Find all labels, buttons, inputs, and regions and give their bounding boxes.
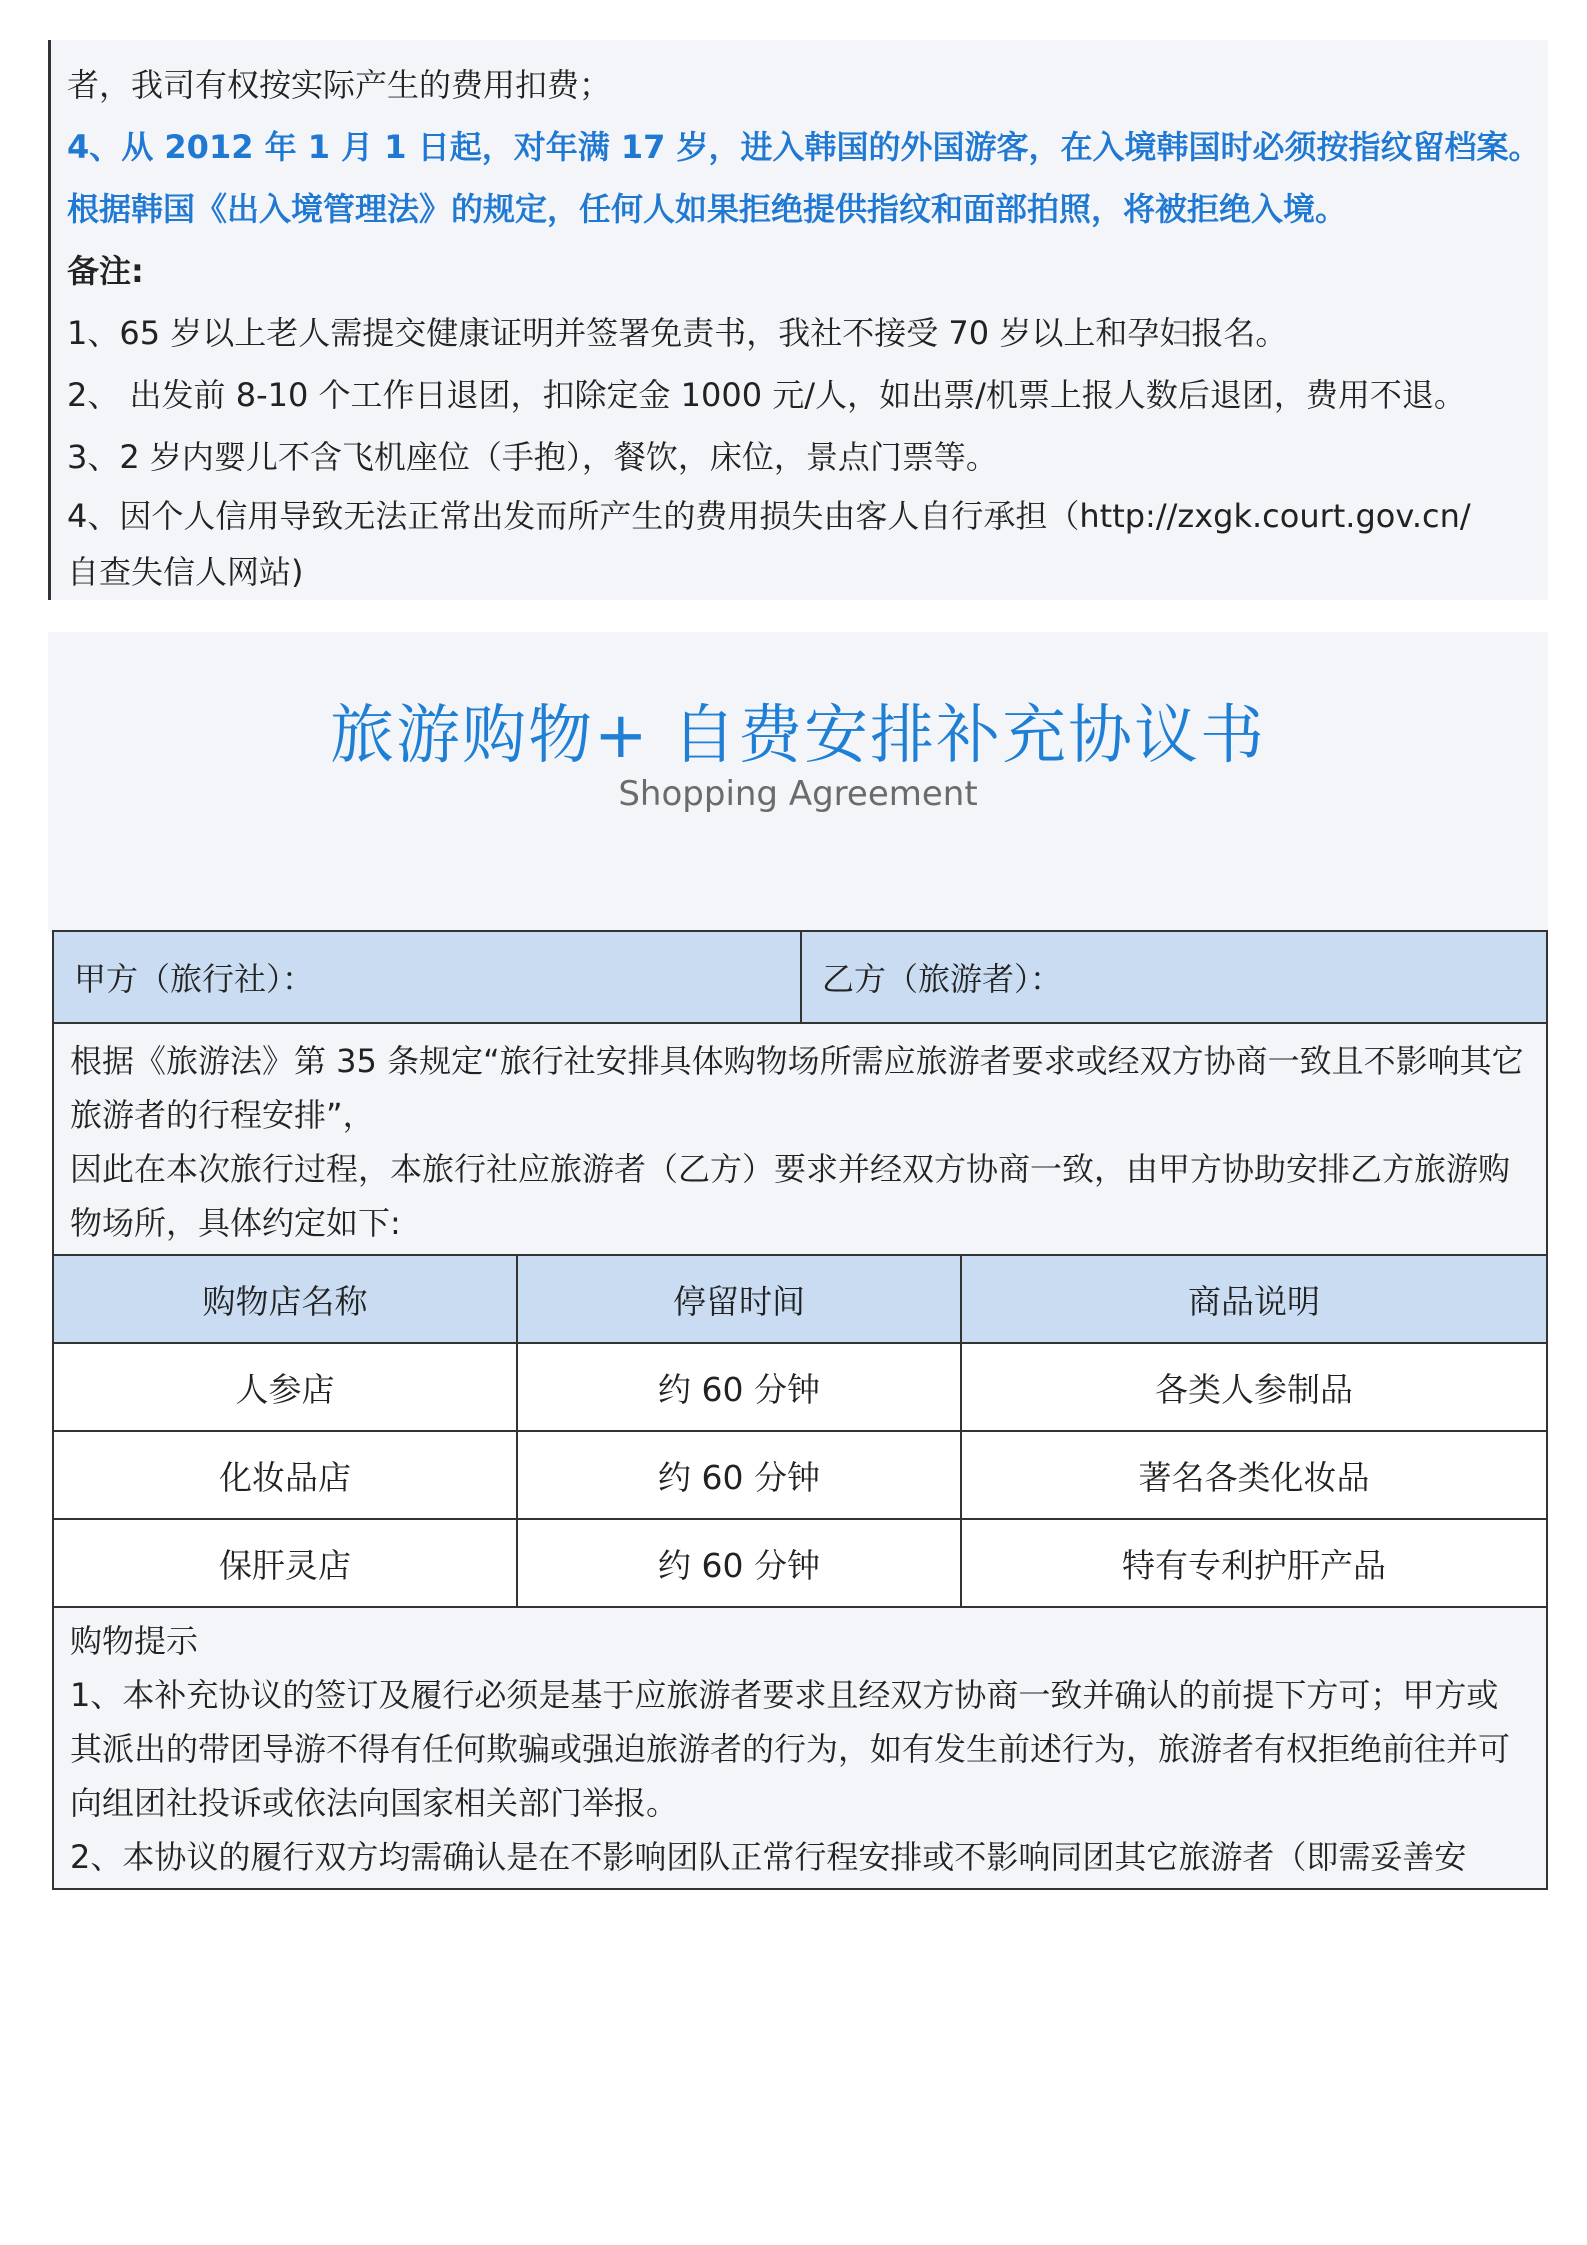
product-desc-cell: 特有专利护肝产品 (961, 1519, 1546, 1607)
agreement-subtitle: Shopping Agreement (618, 774, 978, 814)
table-row (54, 1343, 1546, 1431)
shop-name-cell: 人参店 (54, 1343, 517, 1431)
agreement-intro (54, 1024, 1546, 1256)
intro-paragraph-1: 根据《旅游法》第 35 条规定“旅行社安排具体购物场所需应旅游者要求或经双方协商一致且不影响其它旅游者的行程安排”， (70, 1042, 1524, 1134)
notes-line-1: 者，我司有权按实际产生的费用扣费； (67, 66, 612, 104)
header-product-desc: 商品说明 (961, 1256, 1546, 1343)
agreement-form (52, 930, 1548, 1890)
table-row (54, 1431, 1546, 1519)
agreement-title: 旅游购物+ 自费安排补充协议书 (330, 699, 1266, 773)
product-desc-cell: 各类人参制品 (961, 1343, 1546, 1431)
remark-item-2: 2、 出发前 8-10 个工作日退团，扣除定金 1000 元/人，如出票/机票上报人数后退团，费用不退。 (67, 376, 1466, 414)
table-row (54, 1519, 1546, 1607)
stay-time-cell: 约 60 分钟 (517, 1519, 961, 1607)
remark-item-4b: 自查失信人网站) (67, 553, 304, 591)
stay-time-cell: 约 60 分钟 (517, 1343, 961, 1431)
shopping-tips (54, 1608, 1546, 1888)
stay-time-cell: 约 60 分钟 (517, 1431, 961, 1519)
agreement-title-block (48, 632, 1548, 932)
remark-item-1: 1、65 岁以上老人需提交健康证明并签署免责书，我社不接受 70 岁以上和孕妇报名。 (67, 314, 1288, 352)
header-shop-name: 购物店名称 (54, 1256, 517, 1343)
remark-label: 备注: (67, 252, 144, 290)
shop-table (54, 1256, 1546, 1608)
shop-name-cell: 保肝灵店 (54, 1519, 517, 1607)
parties-row (54, 932, 1546, 1024)
intro-paragraph-2: 因此在本次旅行过程，本旅行社应旅游者（乙方）要求并经双方协商一致，由甲方协助安排乙方旅游购物场所，具体约定如下: (70, 1150, 1511, 1242)
notes-entry-law-line: 根据韩国《出入境管理法》的规定，任何人如果拒绝提供指纹和面部拍照，将被拒绝入境。 (67, 190, 1348, 228)
notes-fingerprint-line: 4、从 2012 年 1 月 1 日起，对年满 17 岁，进入韩国的外国游客，在入境韩国时必须按指纹留档案。 (67, 128, 1541, 166)
tips-item-2: 2、本协议的履行双方均需确认是在不影响团队正常行程安排或不影响同团其它旅游者（即需妥善安 (70, 1838, 1467, 1876)
header-stay-time: 停留时间 (517, 1256, 961, 1343)
tips-heading: 购物提示 (70, 1622, 199, 1660)
product-desc-cell: 著名各类化妆品 (961, 1431, 1546, 1519)
remark-item-4a: 4、因个人信用导致无法正常出发而所产生的费用损失由客人自行承担（http://zxgk.court.gov.cn/ (67, 497, 1471, 535)
remark-item-3: 3、2 岁内婴儿不含飞机座位（手抱），餐饮，床位，景点门票等。 (67, 438, 998, 476)
shop-table-header (54, 1256, 1546, 1343)
shop-name-cell: 化妆品店 (54, 1431, 517, 1519)
tips-item-1: 1、本补充协议的签订及履行必须是基于应旅游者要求且经双方协商一致并确认的前提下方可；甲方或其派出的带团导游不得有任何欺骗或强迫旅游者的行为，如有发生前述行为，旅游者有权拒绝前往并可向组团社投诉或依法向国家相关部门举报。 (70, 1676, 1511, 1822)
party-a-field[interactable]: 甲方（旅行社）： (54, 932, 802, 1022)
party-b-field[interactable]: 乙方（旅游者）： (822, 960, 1063, 998)
notes-section (48, 40, 1548, 600)
